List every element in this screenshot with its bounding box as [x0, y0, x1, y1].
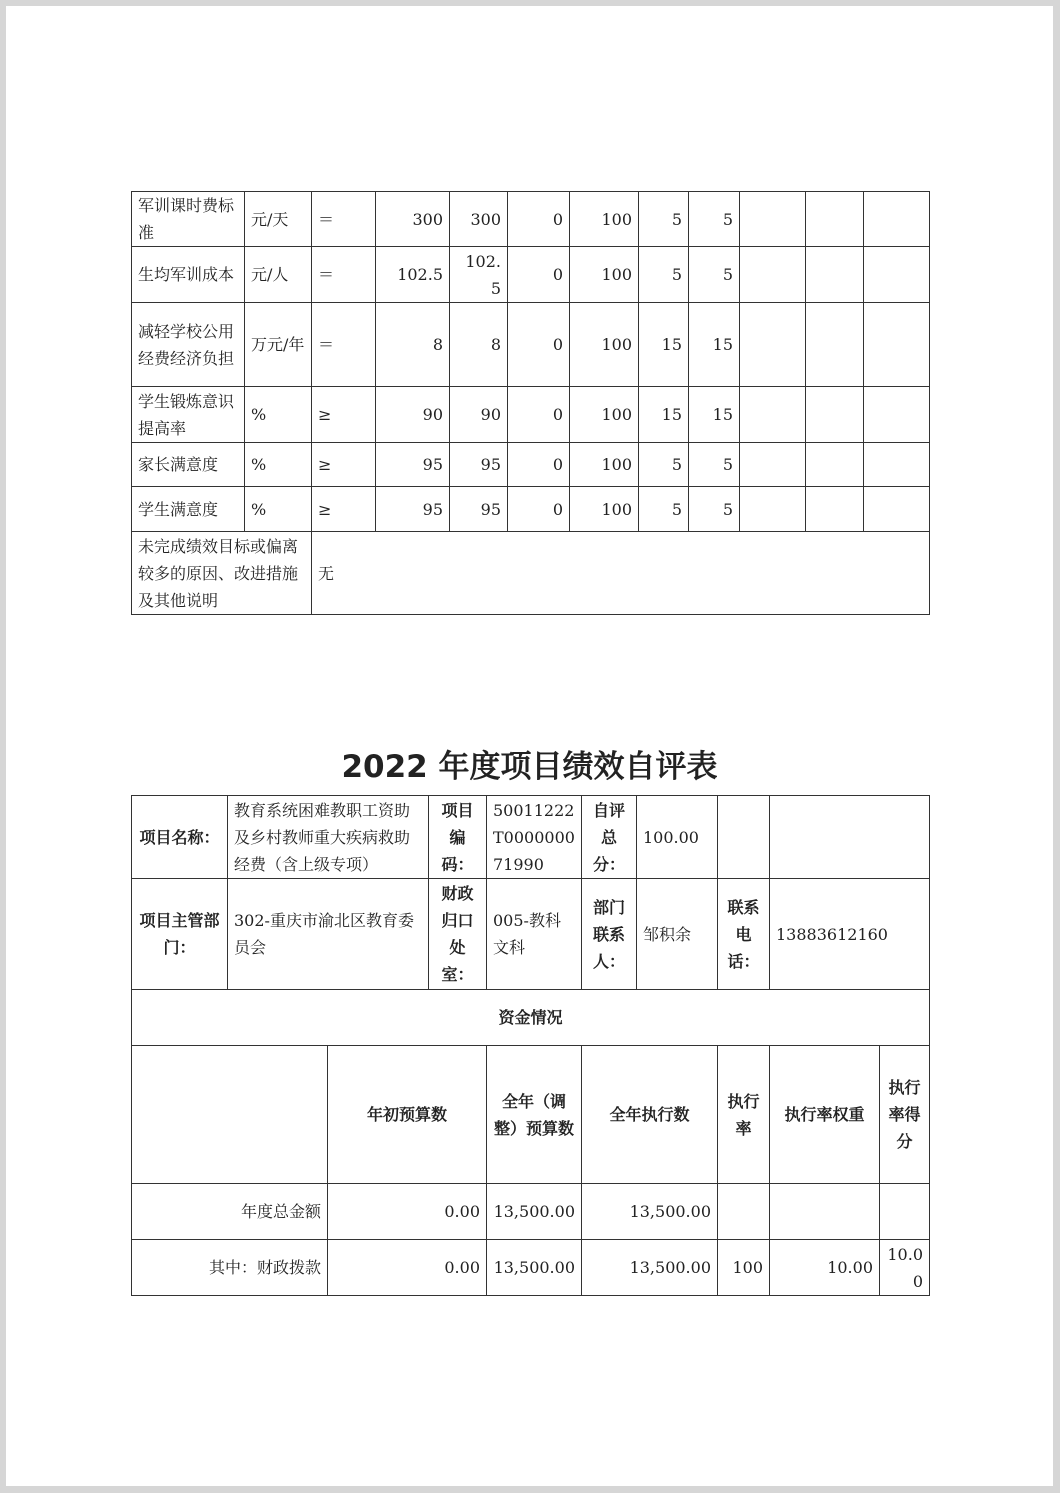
self-score: 100.00	[637, 796, 718, 879]
empty-cell	[864, 247, 930, 303]
indicator-rate: 100	[570, 192, 639, 247]
empty-cell	[740, 303, 806, 387]
indicator-score: 15	[689, 303, 740, 387]
indicator-op: ≥	[312, 487, 376, 532]
empty-cell	[770, 796, 930, 879]
phone-label: 联系电话：	[718, 879, 770, 990]
empty-cell	[864, 303, 930, 387]
empty-cell	[806, 487, 864, 532]
indicator-deviation: 0	[508, 247, 570, 303]
finance-label: 财政归口处室：	[429, 879, 487, 990]
indicator-unit: 元/人	[245, 247, 312, 303]
indicator-op: ＝	[312, 247, 376, 303]
table-row	[132, 247, 930, 303]
funds-weight: 10.00	[770, 1240, 880, 1296]
funds-row-label: 其中：财政拨款	[132, 1240, 328, 1296]
table-row	[132, 990, 930, 1046]
table-row	[132, 879, 930, 990]
funds-initial: 0.00	[328, 1184, 487, 1240]
explanation-value: 无	[312, 532, 930, 615]
indicator-actual: 8	[450, 303, 508, 387]
table-row	[132, 387, 930, 443]
indicator-op: ＝	[312, 192, 376, 247]
header-executed: 全年执行数	[582, 1046, 718, 1184]
indicator-op: ≥	[312, 387, 376, 443]
empty-cell	[864, 192, 930, 247]
indicator-score: 5	[689, 487, 740, 532]
indicator-unit: %	[245, 487, 312, 532]
indicator-actual: 90	[450, 387, 508, 443]
indicator-score: 15	[689, 387, 740, 443]
indicator-actual: 102.5	[450, 247, 508, 303]
indicator-deviation: 0	[508, 387, 570, 443]
empty-cell	[740, 487, 806, 532]
indicator-score: 5	[689, 443, 740, 487]
indicator-unit: %	[245, 387, 312, 443]
indicator-score: 5	[689, 192, 740, 247]
indicator-unit: 元/天	[245, 192, 312, 247]
indicator-unit: 万元/年	[245, 303, 312, 387]
empty-cell	[740, 387, 806, 443]
table-row	[132, 192, 930, 247]
dept-label: 项目主管部门：	[132, 879, 228, 990]
indicator-unit: %	[245, 443, 312, 487]
indicator-actual: 95	[450, 443, 508, 487]
indicator-target: 95	[376, 443, 450, 487]
funds-rate: 100	[718, 1240, 770, 1296]
empty-cell	[740, 192, 806, 247]
empty-cell	[864, 487, 930, 532]
indicator-deviation: 0	[508, 443, 570, 487]
empty-cell	[718, 796, 770, 879]
indicator-score: 5	[689, 247, 740, 303]
dept: 302-重庆市渝北区教育委员会	[228, 879, 429, 990]
funds-header-row	[132, 1046, 930, 1184]
table-row	[132, 532, 930, 615]
indicator-name: 军训课时费标准	[132, 192, 245, 247]
header-adjusted-budget: 全年（调整）预算数	[487, 1046, 582, 1184]
table-row	[132, 443, 930, 487]
indicator-target: 95	[376, 487, 450, 532]
project-name: 教育系统困难教职工资助及乡村教师重大疾病救助经费（含上级专项）	[228, 796, 429, 879]
indicator-table	[131, 191, 930, 615]
empty-cell	[806, 443, 864, 487]
empty-cell	[806, 387, 864, 443]
indicator-target: 90	[376, 387, 450, 443]
indicator-weight: 5	[639, 443, 689, 487]
table-row	[132, 487, 930, 532]
self-score-label: 自评总分：	[582, 796, 637, 879]
empty-cell	[806, 303, 864, 387]
indicator-op: ≥	[312, 443, 376, 487]
empty-cell	[740, 443, 806, 487]
funds-rate	[718, 1184, 770, 1240]
funds-score	[880, 1184, 930, 1240]
header-initial-budget: 年初预算数	[328, 1046, 487, 1184]
funds-row-label: 年度总金额	[132, 1184, 328, 1240]
indicator-rate: 100	[570, 387, 639, 443]
empty-cell	[864, 387, 930, 443]
indicator-name: 家长满意度	[132, 443, 245, 487]
indicator-op: ＝	[312, 303, 376, 387]
table-row	[132, 1240, 930, 1296]
table-row	[132, 303, 930, 387]
empty-cell	[740, 247, 806, 303]
indicator-rate: 100	[570, 303, 639, 387]
indicator-name: 生均军训成本	[132, 247, 245, 303]
indicator-deviation: 0	[508, 487, 570, 532]
funds-section-label: 资金情况	[132, 990, 930, 1046]
finance: 005-教科文科	[487, 879, 582, 990]
indicator-name: 学生锻炼意识提高率	[132, 387, 245, 443]
phone: 13883612160	[770, 879, 930, 990]
header-exec-rate: 执行率	[718, 1046, 770, 1184]
contact-label: 部门联系人：	[582, 879, 637, 990]
funds-executed: 13,500.00	[582, 1184, 718, 1240]
indicator-target: 102.5	[376, 247, 450, 303]
contact: 邹积余	[637, 879, 718, 990]
funds-executed: 13,500.00	[582, 1240, 718, 1296]
indicator-target: 8	[376, 303, 450, 387]
indicator-actual: 300	[450, 192, 508, 247]
funds-score: 10.00	[880, 1240, 930, 1296]
indicator-weight: 15	[639, 303, 689, 387]
document-page	[6, 6, 1053, 1486]
indicator-rate: 100	[570, 443, 639, 487]
explanation-label: 未完成绩效目标或偏离较多的原因、改进措施及其他说明	[132, 532, 312, 615]
header-rate-weight: 执行率权重	[770, 1046, 880, 1184]
indicator-rate: 100	[570, 247, 639, 303]
table-row	[132, 796, 930, 879]
table-row	[132, 1184, 930, 1240]
funds-initial: 0.00	[328, 1240, 487, 1296]
project-code-label: 项目编码：	[429, 796, 487, 879]
indicator-weight: 5	[639, 487, 689, 532]
empty-cell	[806, 192, 864, 247]
funds-adjusted: 13,500.00	[487, 1184, 582, 1240]
indicator-deviation: 0	[508, 303, 570, 387]
indicator-weight: 5	[639, 192, 689, 247]
indicator-weight: 15	[639, 387, 689, 443]
indicator-deviation: 0	[508, 192, 570, 247]
indicator-actual: 95	[450, 487, 508, 532]
funds-adjusted: 13,500.00	[487, 1240, 582, 1296]
indicator-rate: 100	[570, 487, 639, 532]
empty-cell	[864, 443, 930, 487]
indicator-name: 学生满意度	[132, 487, 245, 532]
indicator-name: 减轻学校公用经费经济负担	[132, 303, 245, 387]
header-rate-score: 执行率得分	[880, 1046, 930, 1184]
indicator-target: 300	[376, 192, 450, 247]
empty-cell	[132, 1046, 328, 1184]
project-name-label: 项目名称：	[132, 796, 228, 879]
empty-cell	[806, 247, 864, 303]
funds-weight	[770, 1184, 880, 1240]
indicator-weight: 5	[639, 247, 689, 303]
project-table	[131, 795, 930, 1296]
page-title: 2022 年度项目绩效自评表	[341, 749, 718, 785]
project-code: 50011222T000000071990	[487, 796, 582, 879]
